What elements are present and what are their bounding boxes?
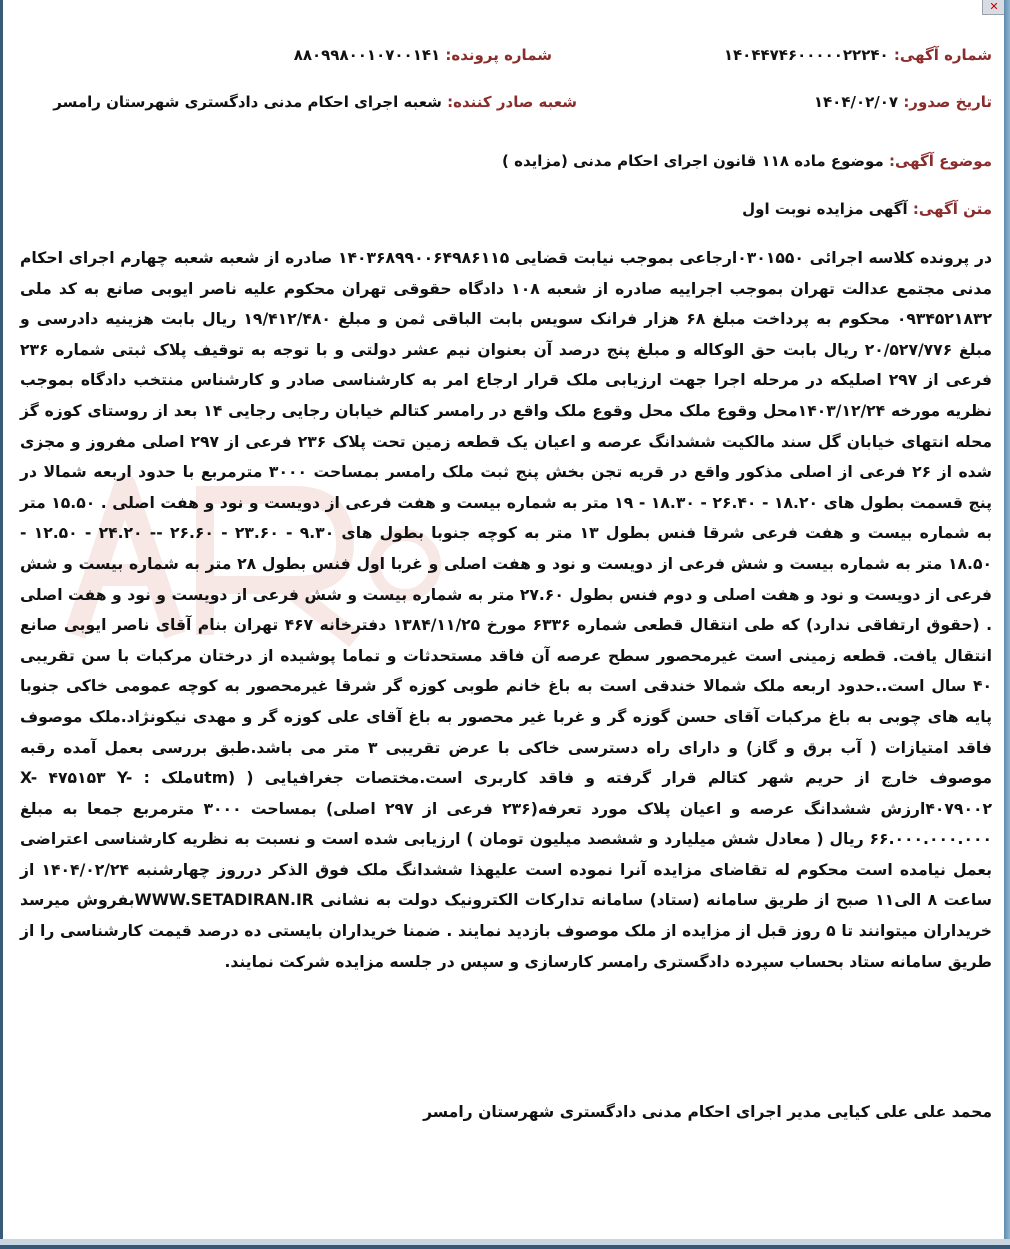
subject-row (20, 152, 992, 182)
ad-number-label: شماره آگهی: (893, 46, 992, 64)
text-title-row (20, 200, 992, 230)
subject-field (502, 152, 992, 170)
close-button[interactable]: ✕ (982, 0, 1006, 15)
window-left-border (0, 0, 3, 1249)
issue-date-field (814, 93, 992, 111)
issue-date-label: تاریخ صدور: (903, 93, 992, 111)
case-number-value: ۸۸۰۹۹۸۰۰۱۰۷۰۰۱۴۱ (293, 46, 441, 64)
header-row-1 (20, 46, 992, 76)
subject-label: موضوع آگهی: (888, 152, 992, 170)
subject-value: موضوع ماده ۱۱۸ قانون اجرای احکام مدنی (مزایده ) (502, 152, 884, 170)
ad-number-field (724, 46, 992, 64)
announcement-body: در پرونده کلاسه اجرائی ۰۳۰۱۵۵۰ارجاعی بموجب نیابت قضایی ۱۴۰۳۶۸۹۹۰۰۶۴۹۸۶۱۱۵ صادره از شعبه شعبه چهارم اجرای احکام مدنی مجتمع عدالت تهران بموجب اجراییه صادره از شعبه ۱۰۸ دادگاه حقوقی تهران محکوم علیه ناصر ایوبی صانع به کد ملی ۰۹۳۴۵۲۱۸۳۲ محکوم به پرداخت مبلغ ۶۸ هزار فرانک سویس بابت الباقی ثمن و مبلغ ۱۹/۴۱۲/۴۸۰ ریال بابت هزینیه دادرسی و مبلغ ۲۰/۵۲۷/۷۷۶ ریال بابت حق الوکاله و مبلغ پنج درصد آن بعنوان نیم عشر دولتی و با توجه به توقیف پلاک ثبتی شماره ۲۳۶ فرعی از ۲۹۷ اصلیکه در مرحله اجرا جهت ارزیابی ملک قرار ارجاع امر به کارشناسی صادر و کارشناس منتخب دادگاه بموجب نظریه مورخه ۱۴۰۳/۱۲/۲۴محل وقوع ملک محل وقوع ملک واقع در رامسر کتالم خیابان رجایی رجایی ۱۴ بعد از روستای کوزه گز محله انتهای خیابان گل سند مالکیت ششدانگ عرصه و اعیان یک قطعه زمین تحت پلاک ۲۳۶ فرعی از ۲۹۷ اصلی مفروز و مجزی شده از ۲۶ فرعی از اصلی مذکور واقع در قریه تجن بخش پنج ثبت ملک رامسر بمساحت ۳۰۰۰ مترمربع با حدود اربعه شمالا در پنج قسمت بطول های ۱۸.۲۰ - ۲۶.۴۰ - ۱۸.۳۰ - ۱۹ متر به شماره بیست و هفت فرعی از دویست و نود و هفت اصلی . ۱۵.۵۰ متر به شماره بیست و هفت فرعی شرقا فنس بطول ۱۳ متر به کوچه جنوبا بطول های ۹.۳۰ - ۲۳.۶۰ - ۲۶.۶۰ -- ۲۴.۲۰ - ۱۲.۵۰ - ۱۸.۵۰ متر به شماره بیست و شش فرعی از دویست و نود و هفت اصلی و غربا اول فنس بطول ۲۸ متر به شماره بیست و شش فرعی از دویست و نود و هفت اصلی و دوم فنس بطول ۲۷.۶۰ متر به شماره بیست و شش فرعی از دویست و نود و هفت اصلی . (حقوق ارتفاقی ندارد) که طی انتقال قطعی شماره ۶۳۳۶ مورخ ۱۳۸۴/۱۱/۲۵ دفترخانه ۴۶۷ تهران بنام آقای ناصر ایوبی صانع انتقال یافت. قطعه زمینی است غیرمحصور سطح عرصه آن فاقد مستحدثات و تماما پوشیده از درختان مرکبات با سن تقریبی ۴۰ سال است..حدود اربعه ملک شمالا خندقی است به باغ خانم طوبی کوزه گر شرقا غیرمحصور به کوچه عمومی خاکی جنوبا پایه های چوبی به باغ مرکبات آقای حسن گوزه گر و غربا غیر محصور به باغ آقای علی کوزه گر و مهدی نیکونژاد.ملک موصوف فاقد امتیازات ( آب برق و گاز) و دارای راه دسترسی خاکی با عرض تقریبی ۳ متر می باشد.طبق بررسی بعمل آمده رقبه موصوف خارج از حریم شهر کتالم قرار گرفته و فاقد کاربری است.مختصات جغرافیایی ( (utmملک : X- ۴۷۵۱۵۳ Y- ۴۰۷۹۰۰۲ارزش ششدانگ عرصه و اعیان پلاک مورد تعرفه(۲۳۶ فرعی از ۲۹۷ اصلی) بمساحت ۳۰۰۰ مترمربع جمعا به مبلغ ۶۶.۰۰۰.۰۰۰.۰۰۰ ریال ( معادل شش میلیارد و ششصد میلیون تومان ) ارزیابی شده است و نسبت به نظریه کارشناسی اعتراضی بعمل نیامده است محکوم له تقاضای مزایده آنرا نموده است علیهذا ششدانگ ملک فوق الذکر درروز چهارشنبه ۱۴۰۴/۰۲/۲۴ از ساعت ۸ الی۱۱ صبح از طریق سامانه (ستاد) سامانه تدارکات الکترونیک دولت به نشانی WWW.SETADIRAN.IRبفروش میرسد خریداران میتوانند تا ۵ روز قبل از مزایده از ملک موصوف بازدید نمایند . ضمنا خریداران بایستی ده درصد قیمت کارشناسی را از طریق سامانه ستاد بحساب سپرده دادگستری رامسر کارسازی و سپس در جلسه مزایده شرکت نمایند. (20, 249, 993, 971)
text-title-field (742, 200, 992, 218)
text-label: متن آگهی: (912, 200, 992, 218)
case-number-label: شماره پرونده: (445, 46, 552, 64)
window-bottom-border (0, 1239, 1010, 1249)
issuer-value: شعبه اجرای احکام مدنی دادگستری شهرستان رامسر (53, 93, 442, 111)
signature-line: محمد علی علی کیایی مدیر اجرای احکام مدنی دادگستری شهرستان رامسر (423, 1103, 992, 1121)
text-title: آگهی مزایده نوبت اول (742, 200, 908, 218)
ad-number-value: ۱۴۰۴۴۷۴۶۰۰۰۰۰۲۲۲۴۰ (723, 46, 889, 64)
issuer-label: شعبه صادر کننده: (447, 93, 577, 111)
window-top-bar (0, 0, 1010, 12)
issuer-field (53, 93, 577, 111)
case-number-field (294, 46, 552, 64)
window-right-border[interactable] (1004, 0, 1010, 1249)
header-row-2 (20, 93, 992, 123)
issue-date-value: ۱۴۰۴/۰۲/۰۷ (813, 93, 899, 111)
